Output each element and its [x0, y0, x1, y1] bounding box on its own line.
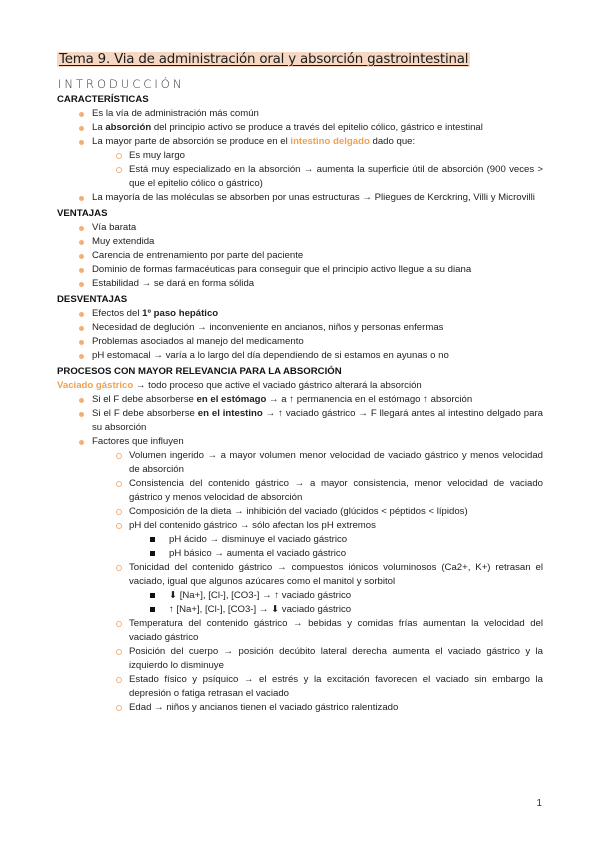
list-item: Si el F debe absorberse en el estómago → a ↑ permanencia en el estómago ↑ absorción	[57, 393, 543, 407]
factores-list	[127, 449, 543, 715]
page-number: 1	[536, 798, 542, 809]
document-title: Tema 9. Via de administración oral y absorción gastrointestinal	[59, 52, 469, 67]
vaciado-paragraph: Vaciado gástrico → todo proceso que active el vaciado gástrico alterará la absorción	[57, 380, 422, 391]
list-item: Edad → niños y ancianos tienen el vaciado gástrico ralentizado	[92, 701, 543, 715]
list-item: Muy extendida	[57, 235, 543, 249]
sublist	[127, 149, 543, 191]
procesos-list	[57, 393, 543, 715]
list-item: Es muy largo	[92, 149, 543, 163]
list-item: Consistencia del contenido gástrico → a mayor consistencia, menor velocidad de vaciado gástrico y menos velocidad de absorción	[92, 477, 543, 505]
list-item: ↑ [Na+], [Cl-], [CO3-] → ⬇ vaciado gástrico	[129, 603, 543, 617]
highlight-intestino-delgado: intestino delgado	[290, 136, 370, 147]
list-item: Dominio de formas farmacéuticas para conseguir que el principio activo llegue a su diana	[57, 263, 543, 277]
list-item: Temperatura del contenido gástrico → bebidas y comidas frías aumentan la velocidad del vaciado gástrico	[92, 617, 543, 645]
list-item: La absorción del principio activo se produce a través del epitelio cólico, gástrico e intestinal	[57, 121, 543, 135]
list-item: ⬇ [Na+], [Cl-], [CO3-] → ↑ vaciado gástrico	[129, 589, 543, 603]
list-item: Problemas asociados al manejo del medicamento	[57, 335, 543, 349]
list-item: pH estomacal → varía a lo largo del día dependiendo de si estamos en ayunas o no	[57, 349, 543, 363]
list-item: Factores que influyen Volumen ingerido → a mayor volumen menor velocidad de vaciado gástrico y menos velocidad de absorción Consistencia del contenido gástrico → a mayor consistencia, menor velocidad de vaciado gástrico y menos velocidad de absorción Composición de la dieta → inhibición del vaciado (glúcidos < péptidos < lípidos) pH del contenido gástrico → sólo afectan los pH extremos pH ácido → disminuye el vaciado gástrico pH básico → aumenta el vaciado gástrico Tonicidad del contenido gástrico → compuestos iónicos voluminosos (Ca2+, K+) retrasan el vaciado, igual que algunos azúcares como el manitol y sorbitol ⬇ [Na+], [Cl-], [CO3-] → ↑ vaciado gástrico ↑ [Na+], [Cl-], [CO3-] → ⬇ vaciado gástrico Temperatura del contenido gástrico → bebidas y comidas frías aumentan la velocidad del vaciado gástrico Posición del cuerpo → posición decúbito lateral derecha aumenta el vaciado gástrico y la izquierdo lo disminuye Estado físico y psíquico → el estrés y la excitación favorecen el vaciado sin embargo la depresión o fatiga retrasan el vaciado Edad → niños y ancianos tienen el vaciado gástrico ralentizado	[57, 435, 543, 715]
heading-desventajas: DESVENTAJAS	[57, 294, 128, 305]
heading-procesos: PROCESOS CON MAYOR RELEVANCIA PARA LA ABSORCIÓN	[57, 366, 342, 377]
list-item: La mayor parte de absorción se produce en el intestino delgado dado que: Es muy largo Está muy especializado en la absorción → aumenta la superficie útil de absorción (900 veces > que el epitelio cólico o gástrico)	[57, 135, 543, 191]
list-item: Vía barata	[57, 221, 543, 235]
heading-ventajas: VENTAJAS	[57, 208, 108, 219]
list-item: Carencia de entrenamiento por parte del paciente	[57, 249, 543, 263]
list-item: pH ácido → disminuye el vaciado gástrico	[129, 533, 543, 547]
document-page	[57, 52, 543, 715]
desventajas-list	[57, 307, 543, 363]
list-item: pH básico → aumenta el vaciado gástrico	[129, 547, 543, 561]
list-item: Posición del cuerpo → posición decúbito lateral derecha aumenta el vaciado gástrico y la izquierdo lo disminuye	[92, 645, 543, 673]
caracteristicas-list	[57, 107, 543, 205]
list-item: Efectos del 1º paso hepático	[57, 307, 543, 321]
ventajas-list	[57, 221, 543, 291]
list-item: Tonicidad del contenido gástrico → compuestos iónicos voluminosos (Ca2+, K+) retrasan el vaciado, igual que algunos azúcares como el manitol y sorbitol ⬇ [Na+], [Cl-], [CO3-] → ↑ vaciado gástrico ↑ [Na+], [Cl-], [CO3-] → ⬇ vaciado gástrico	[92, 561, 543, 617]
list-item: Necesidad de deglución → inconveniente en ancianos, niños y personas enfermas	[57, 321, 543, 335]
list-item: Volumen ingerido → a mayor volumen menor velocidad de vaciado gástrico y menos velocidad de absorción	[92, 449, 543, 477]
list-item: Es la vía de administración más común	[57, 107, 543, 121]
sublist	[129, 533, 543, 561]
highlight-vaciado-gastrico: Vaciado gástrico	[57, 380, 134, 391]
list-item: pH del contenido gástrico → sólo afectan los pH extremos pH ácido → disminuye el vaciado gástrico pH básico → aumenta el vaciado gástrico	[92, 519, 543, 561]
title-highlight	[57, 52, 470, 67]
section-heading-introduccion: INTRODUCCIÓN	[58, 77, 185, 91]
list-item: La mayoría de las moléculas se absorben por unas estructuras → Pliegues de Kerckring, Villi y Microvilli	[57, 191, 543, 205]
heading-caracteristicas: CARACTERÍSTICAS	[57, 94, 149, 105]
list-item: Está muy especializado en la absorción → aumenta la superficie útil de absorción (900 veces > que el epitelio cólico o gástrico)	[92, 163, 543, 191]
list-item: Estabilidad → se dará en forma sólida	[57, 277, 543, 291]
list-item: Composición de la dieta → inhibición del vaciado (glúcidos < péptidos < lípidos)	[92, 505, 543, 519]
list-item: Estado físico y psíquico → el estrés y la excitación favorecen el vaciado sin embargo la depresión o fatiga retrasan el vaciado	[92, 673, 543, 701]
sublist	[129, 589, 543, 617]
list-item: Si el F debe absorberse en el intestino → ↑ vaciado gástrico → F llegará antes al intestino delgado para su absorción	[57, 407, 543, 435]
